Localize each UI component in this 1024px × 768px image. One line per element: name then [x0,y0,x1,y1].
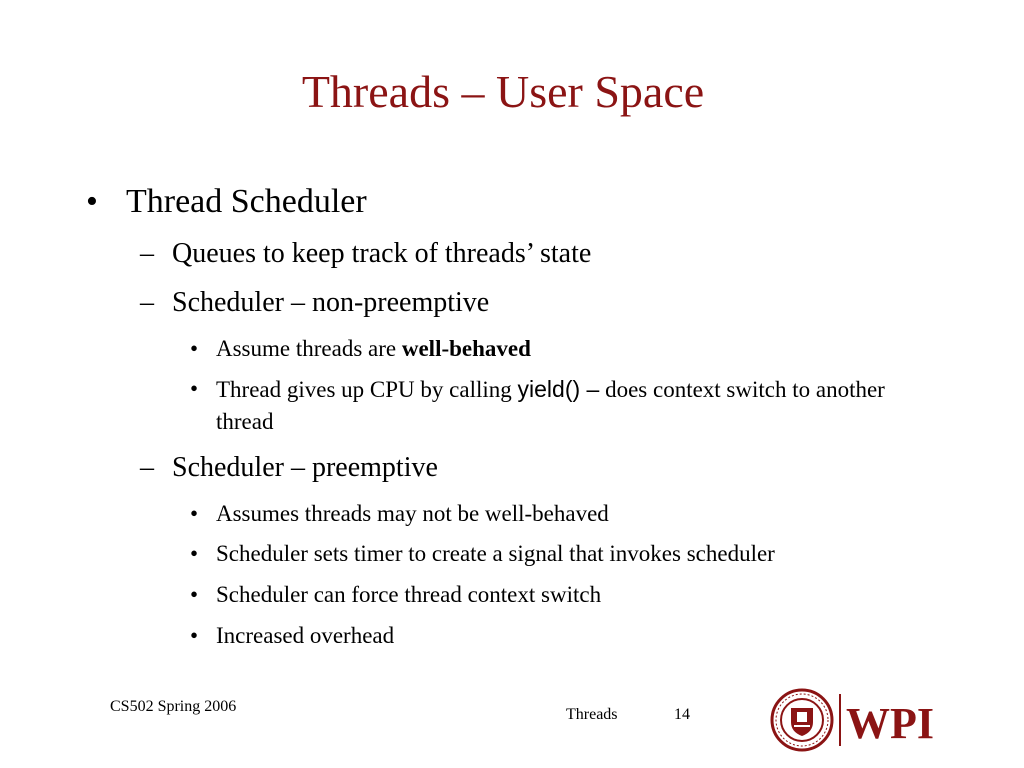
sub-sub-bullet-overhead [190,620,930,652]
dash-marker: – [140,452,154,483]
text-prefix: Assume threads are [216,336,402,361]
code-yield: yield() – [517,376,600,402]
sub-sub-bullet-not-well-behaved [190,498,930,530]
wpi-logo-text: WPI [846,699,934,748]
dash-marker: – [140,287,154,318]
sub-bullet-non-preemptive [140,285,489,321]
wpi-logo [770,688,934,752]
bullet-marker: • [190,541,199,566]
sub-sub-bullet-yield [190,373,930,438]
text-prefix: Thread gives up CPU by calling [216,377,518,402]
sub-sub-bullet-text: Assumes threads may not be well-behaved [216,501,609,526]
footer-section: Threads [566,706,618,723]
sub-sub-bullet-force-switch [190,579,930,611]
sub-sub-bullet-text: Increased overhead [216,623,395,648]
footer-course: CS502 Spring 2006 [110,698,237,715]
sub-sub-bullet-text [190,333,930,365]
bullet-thread-scheduler [86,180,367,224]
bullet-marker: • [190,582,199,607]
slide-title: Threads – User Space [301,66,705,117]
sub-bullet-preemptive [140,450,438,486]
bullet-marker: • [86,183,98,220]
sub-sub-bullet-text [190,373,930,438]
sub-sub-bullet-well-behaved [190,333,930,365]
sub-bullet-queues [140,236,591,272]
sub-sub-bullet-text: Scheduler can force thread context switch [216,582,602,607]
bullet-marker: • [190,623,199,648]
sub-bullet-text: Scheduler – non-preemptive [172,287,490,318]
text-suffix: does context switch to another thread [216,377,885,434]
bullet-marker: • [190,376,199,401]
bullet-marker: • [190,501,199,526]
wpi-seal-icon [770,688,934,752]
bullet-text: Thread Scheduler [126,183,367,220]
sub-sub-bullet-timer [190,538,930,570]
bold-text: well-behaved [401,336,531,361]
dash-marker: – [140,238,154,269]
sub-bullet-text: Scheduler – preemptive [172,452,438,483]
bullet-marker: • [190,336,199,361]
sub-sub-bullet-text: Scheduler sets timer to create a signal that invokes scheduler [216,541,775,566]
sub-bullet-text: Queues to keep track of threads’ state [172,238,592,269]
footer-page-number: 14 [674,706,690,723]
